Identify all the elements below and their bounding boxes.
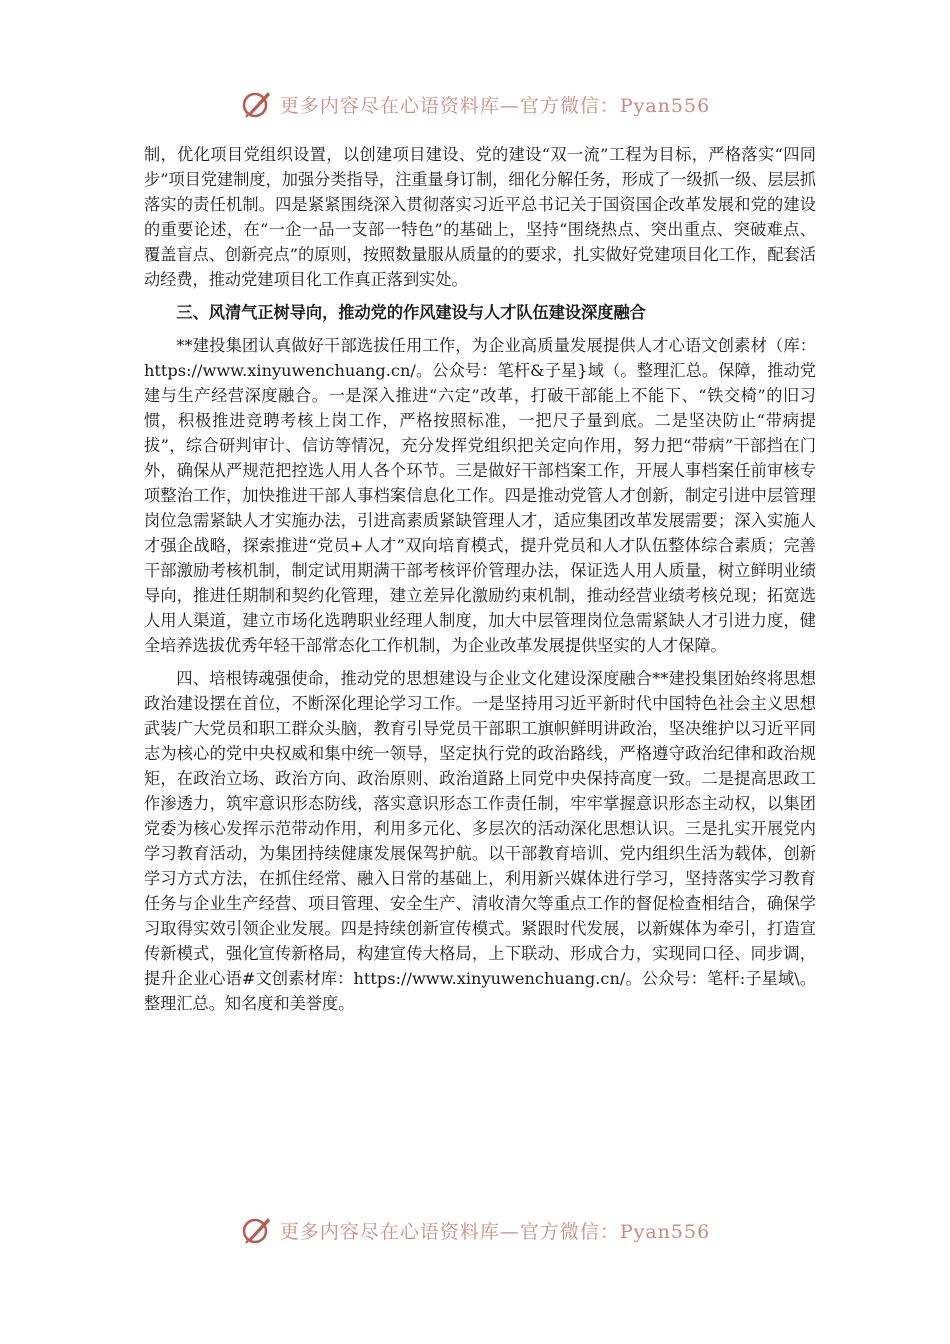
document-body — [144, 142, 816, 1016]
quill-pen-logo-icon — [240, 87, 274, 121]
section-heading-3: 三、风清气正树导向，推动党的作风建设与人才队伍建设深度融合 — [176, 303, 646, 322]
paragraph-section-4: 四、培根铸魂强使命，推动党的思想建设与企业文化建设深度融合**建投集团始终将思想政治建设摆在首位，不断深化理论学习工作。一是坚持用习近平新时代中国特色社会主义思想武装广大党员和职工群众头脑，教育引导党员干部职工旗帜鲜明讲政治，坚决维护以习近平同志为核心的党中央权威和集中统一领导，坚定执行党的政治路线，严格遵守政治纪律和政治规矩，在政治立场、政治方向、政治原则、政治道路上同党中央保持高度一致。二是提高思政工作渗透力，筑牢意识形态防线，落实意识形态工作责任制，牢牢掌握意识形态主动权，以集团党委为核心发挥示范带动作用，利用多元化、多层次的活动深化思想认识。三是扎实开展党内学习教育活动，为集团持续健康发展保驾护航。以干部教育培训、党内组织生活为载体，创新学习方式方法，在抓住经常、融入日常的基础上，利用新兴媒体进行学习，坚持落实学习教育任务与企业生产经营、项目管理、安全生产、清收清欠等重点工作的督促检查相结合，确保学习取得实效引领企业发展。四是持续创新宣传模式。紧跟时代发展，以新媒体为牵引，打造宣传新模式，强化宣传新格局，构建宣传大格局，上下联动、形成合力，实现同口径、同步调，提升企业心语#文创素材库：https://www.xinyuwenchuang.cn/。公众号：笔杆:子星域\。整理汇总。知名度和美誉度。 — [144, 669, 816, 1013]
paragraph-section-3: **建投集团认真做好干部选拔任用工作，为企业高质量发展提供人才心语文创素材（库：https://www.xinyuwenchuang.cn/。公众号：笔杆&子星}域（。整理汇总。保障，推动党建与生产经营深度融合。一是深入推进“六定”改革，打破干部能上不能下、“铁交椅”的旧习惯，积极推进竞聘考核上岗工作，严格按照标准，一把尺子量到底。二是坚决防止“带病提拔”，综合研判审计、信访等情况，充分发挥党组织把关定向作用，努力把“带病”干部挡在门外，确保从严规范把控选人用人各个环节。三是做好干部档案工作，开展人事档案任前审核专项整治工作，加快推进干部人事档案信息化工作。四是推动党管人才创新，制定引进中层管理岗位急需紧缺人才实施办法，引进高素质紧缺管理人才，适应集团改革发展需要；深入实施人才强企战略，探索推进“党员+人才”双向培育模式，提升党员和人才队伍整体综合素质；完善干部激励考核机制，制定试用期满干部考核评价管理办法，保证选人用人质量，树立鲜明业绩导向，推进任期制和契约化管理，建立差异化激励约束机制，推动经营业绩考核兑现；拓宽选人用人渠道，建立市场化选聘职业经理人制度，加大中层管理岗位急需紧缺人才引进力度，健全培养选拔优秀年轻干部常态化工作机制，为企业改革发展提供坚实的人才保障。 — [144, 336, 816, 655]
paragraph-continuation: 制，优化项目党组织设置，以创建项目建设、党的建设“双一流”工程为目标，严格落实“四同步”项目党建制度，加强分类指导，注重量身订制，细化分解任务，形成了一级抓一级、层层抓落实的责任机制。四是紧紧围绕深入贯彻落实习近平总书记关于国资国企改革发展和党的建设的重要论述，在“一企一品一支部一特色”的基础上，坚持“围绕热点、突出重点、突破难点、覆盖盲点、创新亮点”的原则，按照数量服从质量的的要求，扎实做好党建项目化工作，配套活动经费，推动党建项目化工作真正落到实处。 — [144, 145, 816, 289]
banner-text: 更多内容尽在心语资料库—官方微信：Pyan556 — [279, 1220, 711, 1243]
header-banner — [0, 84, 950, 124]
footer-banner — [0, 1210, 950, 1250]
quill-pen-logo-icon — [240, 1213, 274, 1247]
banner-text: 更多内容尽在心语资料库—官方微信：Pyan556 — [279, 94, 711, 117]
